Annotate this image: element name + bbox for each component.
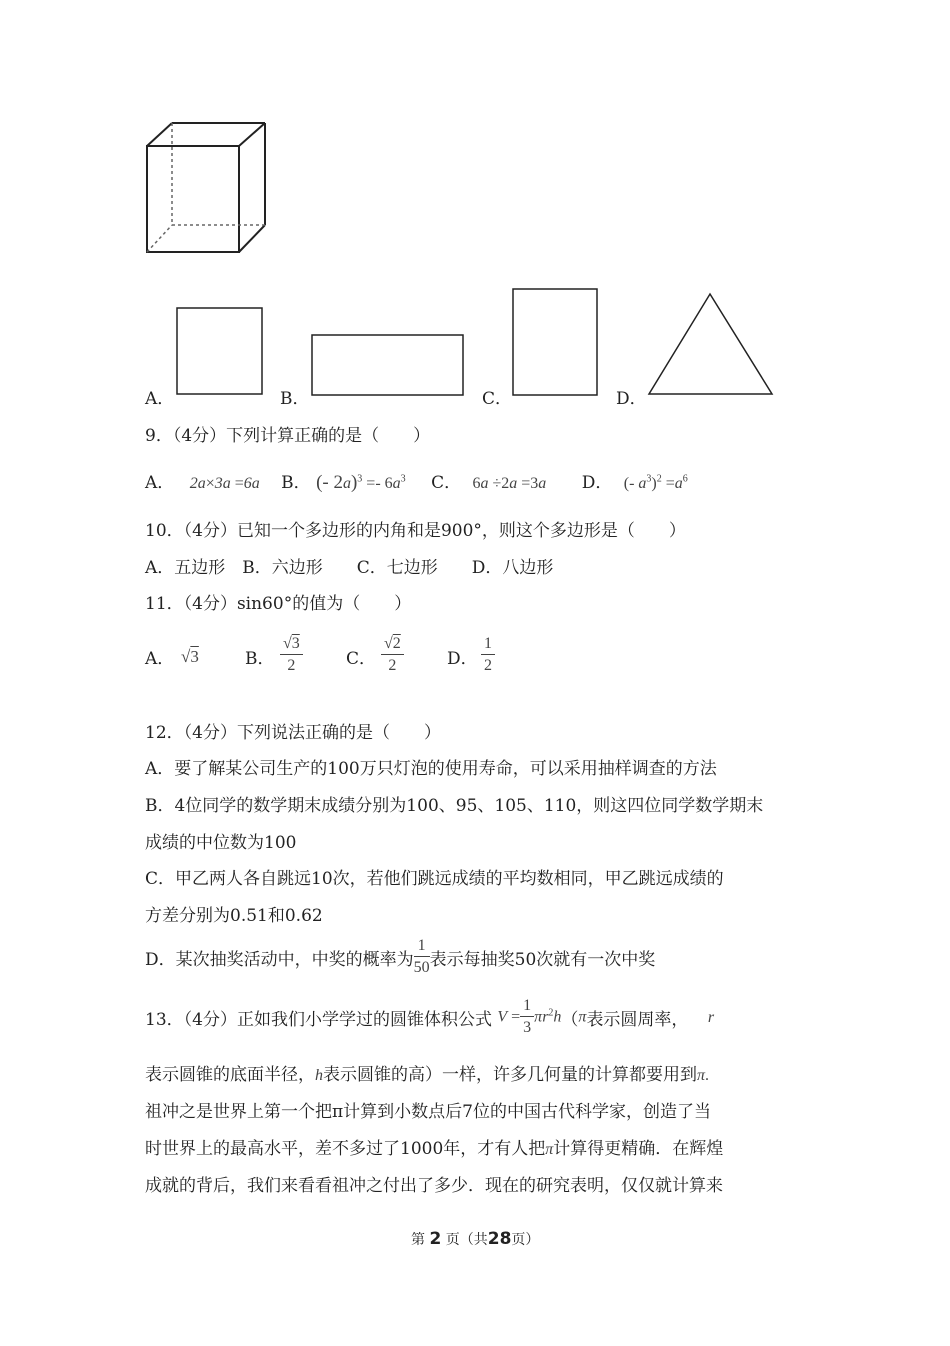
q9-options: A． 2a×3a =6a B． (- $2a)^3 =- 6a^3$ C． 6a ÷2a =3a D． (- $a^3)^2 =a^6$ — [145, 472, 688, 493]
q11-c-label: C． — [346, 649, 377, 669]
q13-line4: 时世界上的最高水平，差不多过了1000年，才有人把π计算得更精确．在辉煌 — [145, 1139, 724, 1159]
cube-figure — [140, 115, 280, 265]
option-c-label: C． — [482, 389, 513, 409]
sqrt3-value: √3 — [181, 647, 199, 666]
q13-line3: 祖冲之是世界上第一个把π计算到小数点后7位的中国古代科学家，创造了当 — [145, 1102, 711, 1122]
q11-b-label: B． — [245, 649, 275, 669]
q11-a-label: A． — [145, 649, 175, 669]
page-footer: 第 2 页（共28页） — [411, 1229, 540, 1249]
q12-option-c-line1: C．甲乙两人各自跳远10次，若他们跳远成绩的平均数相同，甲乙跳远成绩的 — [145, 869, 724, 889]
q12-option-c-line2: 方差分别为0.51和0.62 — [145, 906, 323, 926]
sqrt2-over-2: $\frac{√2}{2}$ — [381, 634, 404, 677]
q12-option-b-line2: 成绩的中位数为100 — [145, 833, 297, 853]
q9-stem: 9．（4分）下列计算正确的是（ ） — [145, 426, 431, 446]
q13-line5: 成就的背后，我们来看看祖冲之付出了多少．现在的研究表明，仅仅就计算来 — [145, 1176, 723, 1196]
q9-a-label: A． — [145, 473, 175, 493]
option-b-rectangle — [310, 333, 466, 397]
option-b-label: B． — [280, 389, 310, 409]
q12-stem: 12．（4分）下列说法正确的是（ ） — [145, 723, 441, 743]
q11-d-label: D． — [447, 649, 478, 669]
sqrt3-over-2: $\frac{√3}{2}$ — [280, 634, 303, 677]
option-d-label: D． — [616, 389, 647, 409]
q11-stem: 11．（4分）sin60°的值为（ ） — [145, 594, 412, 614]
option-a-label: A． — [145, 389, 175, 409]
q13-line2: 表示圆锥的底面半径，h表示圆锥的高）一样，许多几何量的计算都要用到π. — [145, 1065, 710, 1085]
q10-stem: 10．（4分）已知一个多边形的内角和是900°，则这个多边形是（ ） — [145, 521, 686, 541]
q12-option-a: A．要了解某公司生产的100万只灯泡的使用寿命，可以采用抽样调查的方法 — [145, 759, 717, 779]
option-c-rectangle — [511, 287, 601, 397]
q9-d-label: D． — [581, 473, 613, 493]
q13-line1: 13．（4分）正如我们小学学过的圆锥体积公式 V = $\frac{1}{3}$ $\pi r^2h(\pi$表示圆周率， r — [145, 997, 715, 1036]
total-pages: 28 — [487, 1229, 512, 1249]
q12-option-d: D．某次抽奖活动中，中奖的概率为 $\frac{1}{50}$ 表示每抽奖50次就有一次中奖 — [145, 937, 656, 976]
current-page: 2 — [429, 1229, 442, 1249]
one-half: $\frac{1}{2}$ — [481, 634, 495, 677]
q9-b-label: B． — [281, 473, 311, 493]
option-a-square — [175, 306, 265, 398]
option-d-triangle — [646, 291, 776, 397]
q12-option-b-line1: B．4位同学的数学期末成绩分别为100、95、105、110，则这四位同学数学期末 — [145, 796, 764, 816]
q10-options: A．五边形 B．六边形 C．七边形 D．八边形 — [145, 558, 554, 578]
q9-c-label: C． — [431, 473, 462, 493]
